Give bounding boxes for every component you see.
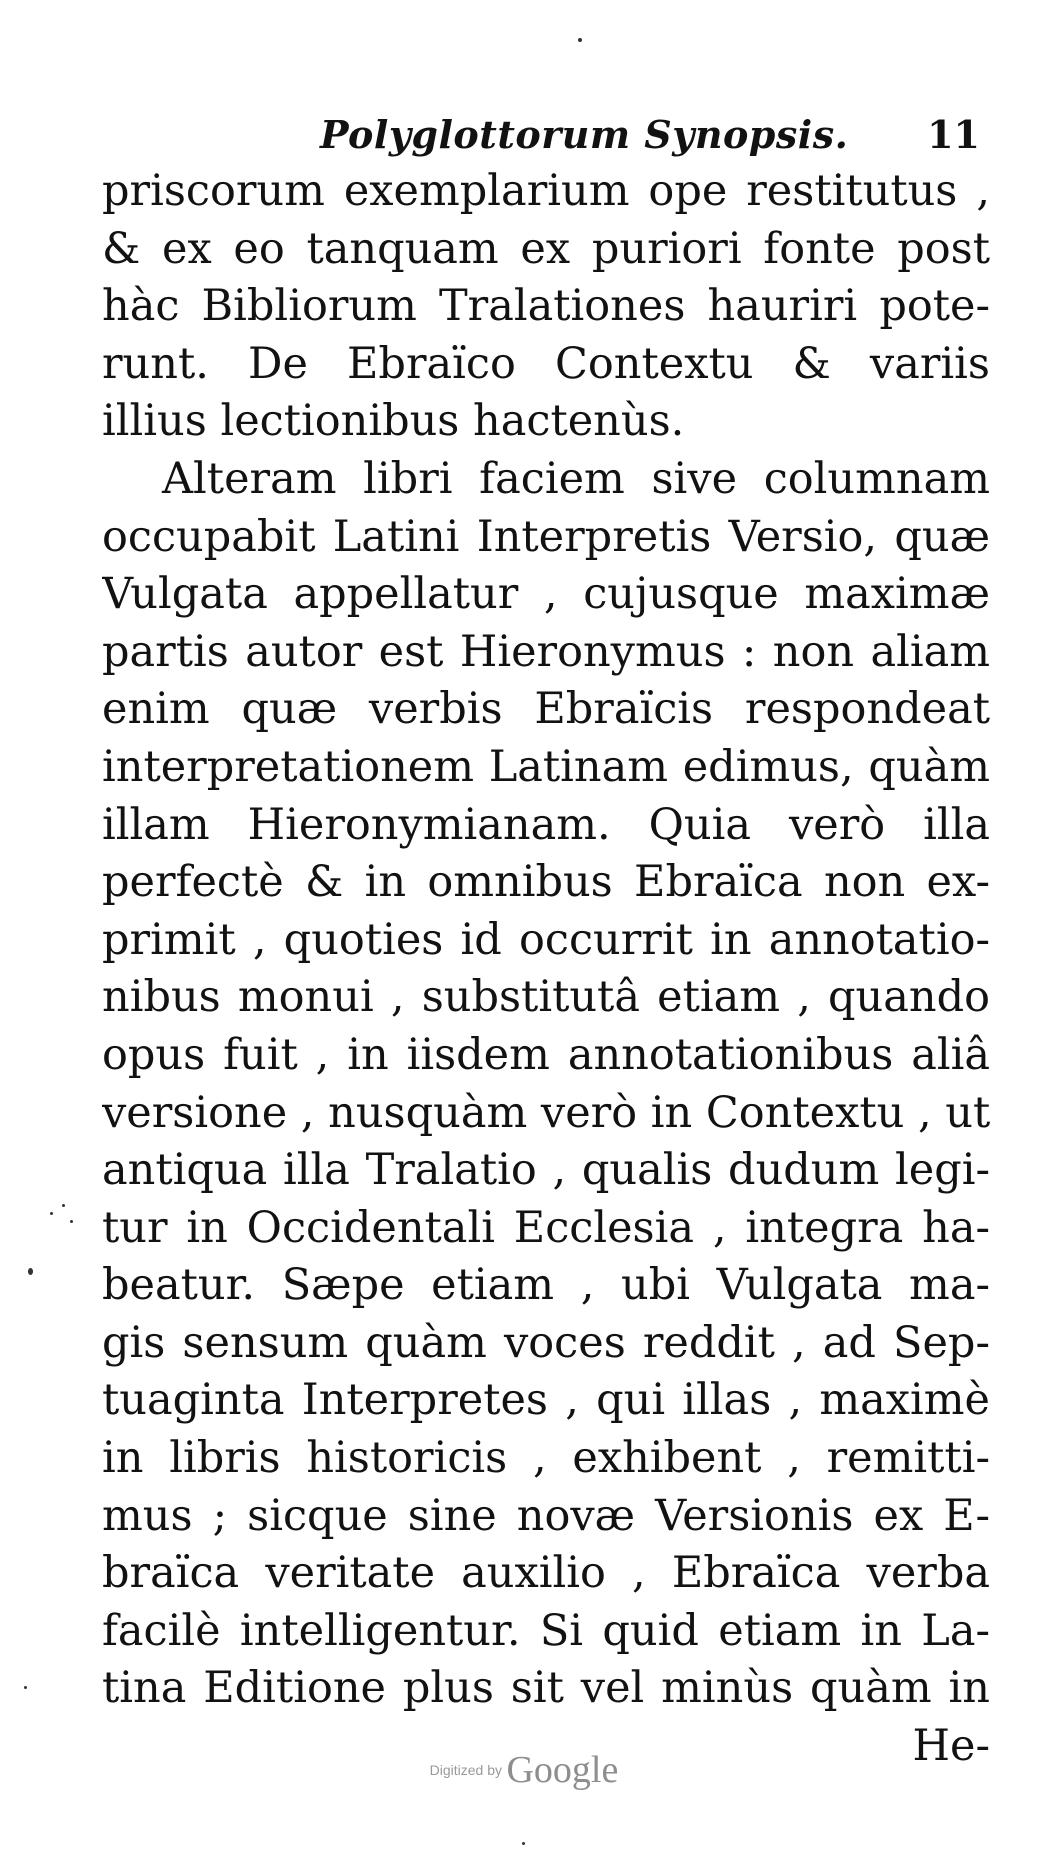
scan-speck [70,1220,73,1223]
text-line: Vulgata appellatur , cujusque maximæ [102,569,990,620]
text-line: braïca veritate auxilio , Ebraïca verba [102,1548,990,1599]
paragraph-first-line: Alteram libri faciem sive columnam [162,453,990,504]
scan-speck [578,38,582,42]
text-line: partis autor est Hieronymus : non aliam [102,626,990,677]
text-line: runt. De Ebraïco Contextu & variis [102,338,990,389]
watermark-prefix: Digitized by [429,1762,503,1778]
scan-speck [522,1842,525,1845]
catchword: He- [912,1721,990,1772]
scan-speck [50,1212,53,1215]
text-line: antiqua illa Tralatio , qualis dudum legi- [102,1145,990,1196]
page-number: 11 [927,112,980,157]
text-line: occupabit Latini Interpretis Versio, quæ [102,511,990,562]
text-line: priscorum exemplarium ope restitutus , [102,166,990,216]
text-line: & ex eo tanquam ex puriori fonte post [102,223,990,274]
page-header [300,112,990,162]
text-line: primit , quoties id occurrit in annotatio- [102,914,990,965]
text-line: tur in Occidentali Ecclesia , integra ha- [102,1202,990,1253]
text-line: gis sensum quàm voces reddit , ad Sep- [102,1317,990,1368]
text-line: enim quæ verbis Ebraïcis respondeat [102,684,990,735]
scan-speck [24,1686,27,1689]
text-line: mus ; sicque sine novæ Versionis ex E- [102,1490,990,1541]
scan-speck [62,1204,65,1207]
text-line: opus fuit , in iisdem annotationibus aliâ [102,1029,990,1080]
text-line: perfectè & in omnibus Ebraïca non ex- [102,857,990,908]
text-line: tina Editione plus sit vel minùs quàm in [102,1663,990,1714]
text-line: illam Hieronymianam. Quia verò illa [102,799,990,850]
digitized-by-google-watermark [0,1748,1048,1792]
text-line: illius lectionibus hactenùs. [102,396,685,447]
text-line: hàc Bibliorum Tralationes hauriri pote- [102,281,990,332]
text-line: beatur. Sæpe etiam , ubi Vulgata ma- [102,1260,990,1311]
text-line: in libris historicis , exhibent , remitti- [102,1433,990,1484]
text-line: tuaginta Interpretes , qui illas , maximè [102,1375,990,1426]
body-text [102,163,990,1776]
text-line: interpretationem Latinam edimus, quàm [102,741,990,792]
scan-speck [28,1268,33,1275]
running-title: Polyglottorum Synopsis. [320,112,849,157]
text-line: nibus monui , substitutâ etiam , quando [102,972,990,1023]
google-logo: Google [506,1749,619,1791]
text-line: facilè intelligentur. Si quid etiam in La- [102,1605,990,1656]
text-line: versione , nusquàm verò in Contextu , ut [102,1087,990,1138]
